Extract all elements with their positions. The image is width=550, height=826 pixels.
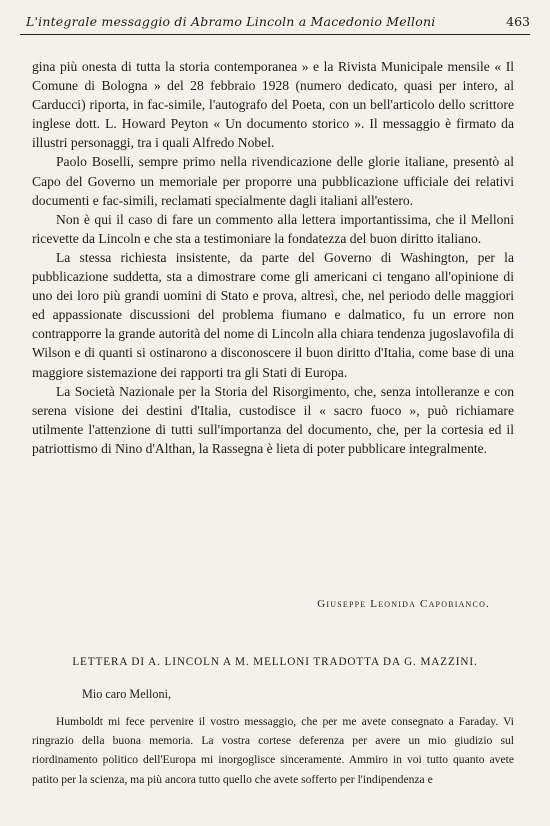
letter-body <box>32 712 514 789</box>
letter-heading: LETTERA DI A. LINCOLN A M. MELLONI TRADOTTA DA G. MAZZINI. <box>72 656 478 668</box>
letter-salutation: Mio caro Melloni, <box>82 687 172 701</box>
article-body <box>32 57 514 458</box>
paragraph: Paolo Boselli, sempre primo nella rivendicazione delle glorie italiane, presentò al Capo del Governo un memoriale per proporre una pubblicazione ufficiale dei relativi documenti e fac-simili, reclamati specialmente dagli italiani all'estero. <box>32 154 514 208</box>
paragraph: La stessa richiesta insistente, da parte del Governo di Washington, per la pubblicazione suddetta, sta a dimostrare come gli americani ci tengano all'opinione di uno dei loro più grandi uomini di Stato e prova, altresì, che, nel periodo delle maggiori ed appassionate discussioni del problema fiumano e dalmatico, fu un errore non contrapporre la grande autorità del nome di Lincoln alla chiara tendenza jugoslavofila di Wilson e di quanti si ostinarono a disconoscere il buon diritto d'Italia, come base di una maggiore sistemazione dei rapporti tra gli Stati di Europa. <box>32 249 514 380</box>
paragraph: La Società Nazionale per la Storia del Risorgimento, che, senza intolleranze e con serena visione dei destini d'Italia, custodisce il « sacro fuoco », può richiamare utilmente l'attenzione di tutti sull'importanza del documento, che, per la cortesia ed il patriottismo di Nino d'Althan, la Rassegna è lieta di poter pubblicare integralmente. <box>32 383 514 456</box>
author-signature: Giuseppe Leonida Capobianco. <box>317 598 490 610</box>
letter-paragraph: Humboldt mi fece pervenire il vostro messaggio, che per me avete consegnato a Faraday. Vi ringrazio della buona memoria. La vostra cortese deferenza per avere un mio giudizio sul riordinamento politico dell'Europa mi inorgoglisce sinceramente. Ammiro in voi tutto quanto avete patito per la scienza, ma più ancora tutto quello che avete sofferto per l'indipendenza e <box>32 715 514 786</box>
running-title: L'integrale messaggio di Abramo Lincoln a Macedonio Melloni <box>26 14 436 29</box>
paragraph: gina più onesta di tutta la storia contemporanea » e la Rivista Municipale mensile « Il Comune di Bologna » del 28 febbraio 1928 (numero dedicato, quasi per intero, al Carducci) riporta, in fac-simile, l'autografo del Poeta, con un bell'articolo dello scrittore inglese dott. L. Howard Peyton « Un documento storico ». Il messaggio è firmato da illustri personaggi, tra i quali Alfredo Nobel. <box>32 59 514 151</box>
running-header <box>20 10 530 35</box>
page-number: 463 <box>506 14 530 29</box>
paragraph: Non è qui il caso di fare un commento alla lettera importantissima, che il Melloni ricevette da Lincoln e che sta a testimoniare la fondatezza del buon diritto italiano. <box>32 211 514 246</box>
